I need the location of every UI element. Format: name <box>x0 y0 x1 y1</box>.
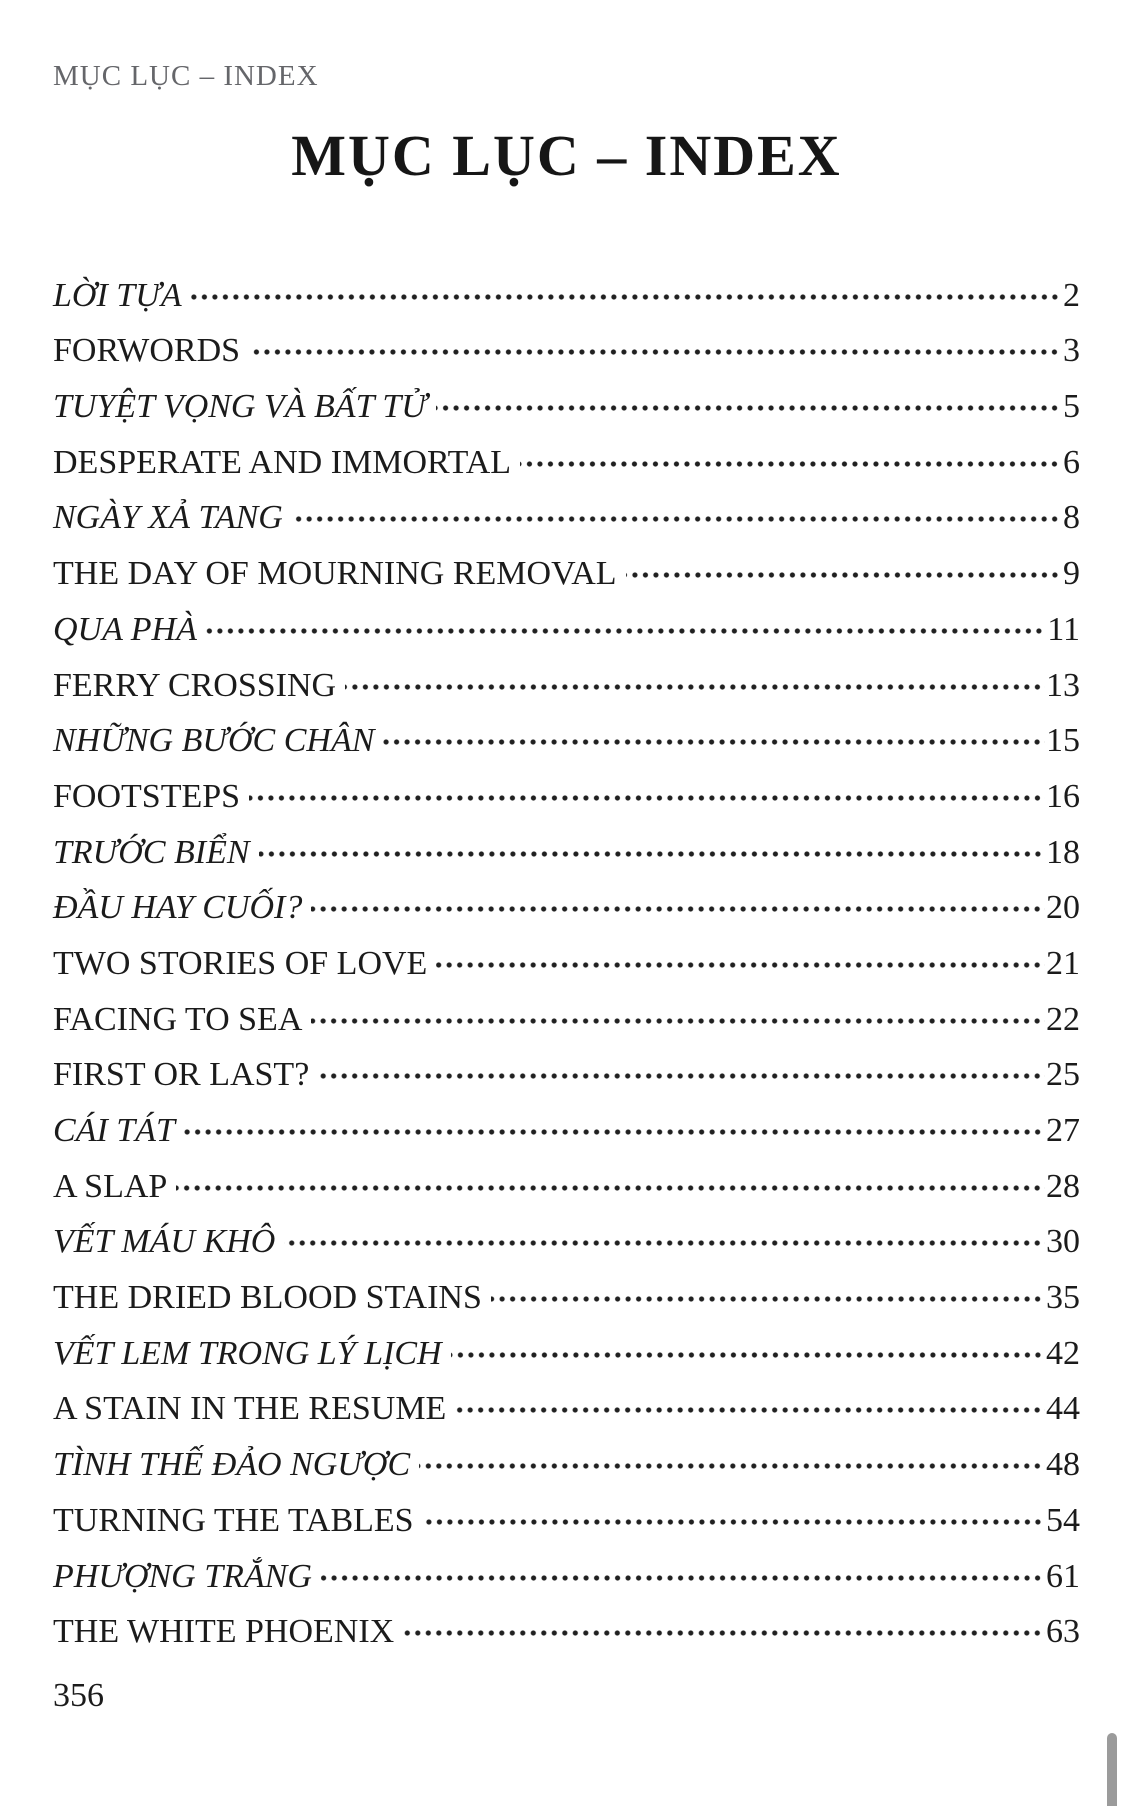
dot-leader <box>345 684 1045 690</box>
dot-leader <box>311 906 1045 912</box>
toc-entry <box>53 1269 1080 1325</box>
toc-entry-title: FERRY CROSSING <box>53 666 337 704</box>
dot-leader <box>259 851 1045 857</box>
toc-entry-title: DESPERATE AND IMMORTAL <box>53 443 512 481</box>
toc-entry-title: A SLAP <box>53 1167 168 1205</box>
toc-entry-title: LỜI TỰA <box>53 276 182 314</box>
toc-entry-title: FORWORDS <box>53 332 241 370</box>
dot-leader <box>191 294 1062 300</box>
toc-entry-page: 5 <box>1063 388 1080 426</box>
toc-entry <box>53 1158 1080 1214</box>
toc-entry-title: TWO STORIES OF LOVE <box>53 944 428 982</box>
toc-entry <box>53 1047 1080 1103</box>
dot-leader <box>626 572 1062 578</box>
toc-entry-page: 16 <box>1046 777 1080 815</box>
toc-entry-page: 20 <box>1046 889 1080 927</box>
toc-entry-title: FIRST OR LAST? <box>53 1056 310 1094</box>
toc-entry-page: 63 <box>1046 1613 1080 1651</box>
dot-leader <box>311 1018 1045 1024</box>
dot-leader <box>249 795 1045 801</box>
toc-entry-title: TUYỆT VỌNG VÀ BẤT TỬ <box>53 388 427 426</box>
page-title: MỤC LỤC – INDEX <box>291 123 842 188</box>
toc-entry-page: 3 <box>1063 332 1080 370</box>
dot-leader <box>455 1407 1045 1413</box>
toc-entry <box>53 991 1080 1047</box>
toc-entry-page: 44 <box>1046 1390 1080 1428</box>
toc-entry <box>53 1102 1080 1158</box>
toc-entry-page: 35 <box>1046 1279 1080 1317</box>
toc-entry-page: 6 <box>1063 443 1080 481</box>
dot-leader <box>184 1129 1045 1135</box>
toc-entry-title: FOOTSTEPS <box>53 777 241 815</box>
toc-entry-title: VẾT LEM TRONG LÝ LỊCH <box>53 1334 442 1372</box>
toc-entry <box>53 768 1080 824</box>
toc-entry-title: THE WHITE PHOENIX <box>53 1613 395 1651</box>
toc-entry-page: 15 <box>1046 722 1080 760</box>
dot-leader <box>403 1630 1045 1636</box>
running-header: MỤC LỤC – INDEX <box>53 60 319 92</box>
toc-entry-page: 18 <box>1046 833 1080 871</box>
toc-entry-title: A STAIN IN THE RESUME <box>53 1390 447 1428</box>
toc-list <box>53 267 1080 1659</box>
dot-leader <box>292 516 1062 522</box>
toc-entry <box>53 490 1080 546</box>
toc-entry-page: 54 <box>1046 1501 1080 1539</box>
toc-entry-title: FACING TO SEA <box>53 1000 303 1038</box>
toc-entry <box>53 1214 1080 1270</box>
toc-entry-page: 42 <box>1046 1334 1080 1372</box>
toc-entry-page: 30 <box>1046 1223 1080 1261</box>
toc-entry <box>53 880 1080 936</box>
toc-entry-title: TÌNH THẾ ĐẢO NGƯỢC <box>53 1446 411 1484</box>
dot-leader <box>383 739 1045 745</box>
dot-leader <box>436 405 1062 411</box>
dot-leader <box>249 349 1062 355</box>
dot-leader <box>176 1185 1045 1191</box>
dot-leader <box>491 1296 1045 1302</box>
toc-entry-page: 27 <box>1046 1112 1080 1149</box>
toc-entry-page: 8 <box>1063 499 1080 537</box>
toc-entry-page: 61 <box>1046 1557 1080 1595</box>
toc-entry-page: 28 <box>1046 1167 1080 1205</box>
toc-entry <box>53 657 1080 713</box>
toc-entry <box>53 935 1080 991</box>
toc-entry <box>53 1325 1080 1381</box>
toc-entry-title: THE DAY OF MOURNING REMOVAL <box>53 555 617 593</box>
toc-entry <box>53 323 1080 379</box>
toc-entry <box>53 545 1080 601</box>
toc-entry <box>53 713 1080 769</box>
dot-leader <box>419 1463 1045 1469</box>
toc-entry <box>53 601 1080 657</box>
toc-entry-page: 11 <box>1047 610 1080 648</box>
toc-entry <box>53 824 1080 880</box>
toc-entry-title: QUA PHÀ <box>53 610 197 648</box>
toc-entry-page: 22 <box>1046 1000 1080 1038</box>
toc-entry-title: ĐẦU HAY CUỐI? <box>53 889 303 927</box>
toc-entry-page: 2 <box>1063 276 1080 314</box>
toc-entry <box>53 434 1080 490</box>
dot-leader <box>423 1519 1045 1525</box>
dot-leader <box>318 1073 1045 1079</box>
toc-entry-title: TURNING THE TABLES <box>53 1501 414 1539</box>
toc-entry-title: NHỮNG BƯỚC CHÂN <box>53 722 375 760</box>
toc-entry-title: PHƯỢNG TRẮNG <box>53 1557 312 1595</box>
toc-entry <box>53 1381 1080 1437</box>
scrollbar-thumb[interactable] <box>1107 1733 1117 1806</box>
toc-entry-title: THE DRIED BLOOD STAINS <box>53 1279 482 1317</box>
dot-leader <box>520 461 1062 467</box>
toc-entry-title: TRƯỚC BIỂN <box>53 833 250 871</box>
dot-leader <box>206 628 1046 634</box>
toc-entry-title: CÁI TÁT <box>53 1112 175 1149</box>
toc-entry-page: 9 <box>1063 555 1080 593</box>
toc-entry <box>53 378 1080 434</box>
toc-entry-page: 48 <box>1046 1446 1080 1484</box>
dot-leader <box>451 1352 1045 1358</box>
page-number: 356 <box>53 1677 104 1714</box>
toc-entry-page: 13 <box>1046 666 1080 704</box>
toc-entry <box>53 1548 1080 1604</box>
dot-leader <box>436 962 1045 968</box>
toc-entry <box>53 1604 1080 1660</box>
dot-leader <box>321 1575 1045 1581</box>
toc-entry <box>53 1436 1080 1492</box>
toc-entry <box>53 1492 1080 1548</box>
toc-entry-title: VẾT MÁU KHÔ <box>53 1223 276 1261</box>
toc-entry <box>53 267 1080 323</box>
dot-leader <box>284 1240 1045 1246</box>
toc-entry-title: NGÀY XẢ TANG <box>53 499 283 537</box>
toc-entry-page: 25 <box>1046 1056 1080 1094</box>
toc-entry-page: 21 <box>1046 944 1080 982</box>
